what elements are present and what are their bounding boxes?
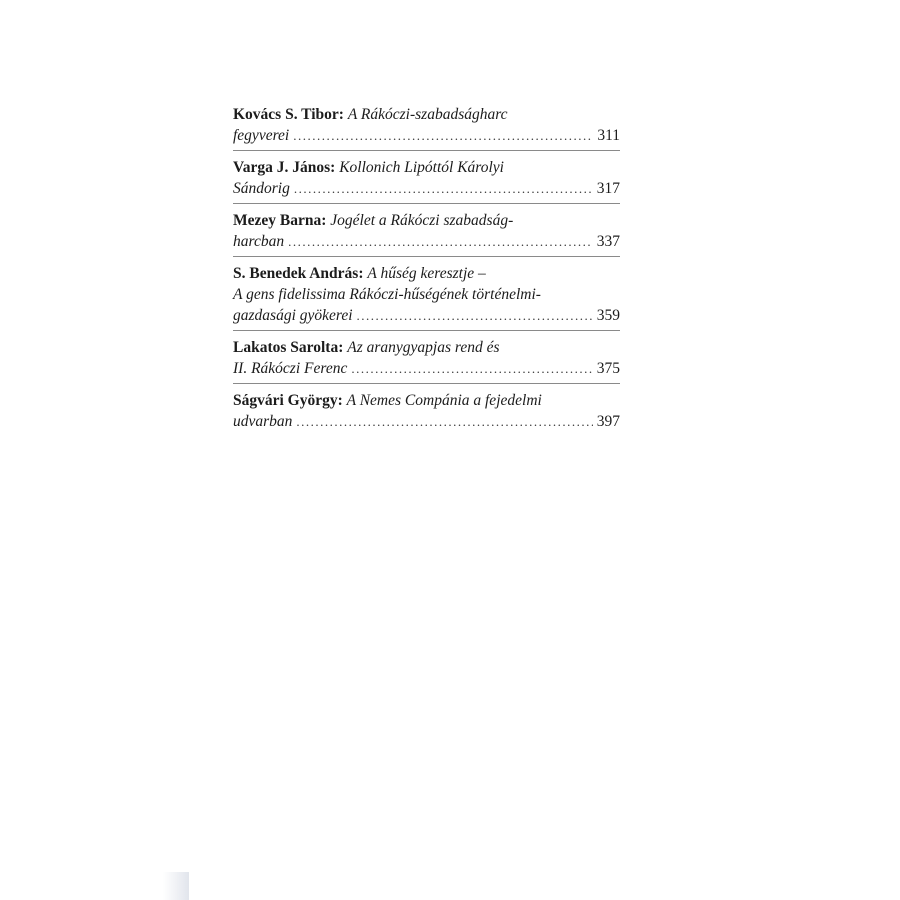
toc-title-continued: A gens fidelissima Rákóczi-hűségének történelmi- (233, 286, 541, 303)
toc-title: A Rákóczi-szabadságharc (347, 106, 508, 123)
toc-title: Jogélet a Rákóczi szabadság- (330, 212, 514, 229)
toc-author: S. Benedek András: (233, 265, 364, 282)
toc-page-number: 359 (596, 307, 620, 324)
toc-page-number: 375 (596, 360, 620, 377)
toc-entry-first-line (233, 263, 620, 284)
toc-title: A hűség keresztje – (367, 265, 486, 282)
toc-entry (233, 104, 620, 151)
toc-author: Kovács S. Tibor: (233, 106, 344, 123)
toc-author: Lakatos Sarolta: (233, 339, 344, 356)
toc-title-end: fegyverei (233, 127, 290, 144)
toc-entry-last-line (233, 178, 620, 199)
table-of-contents (233, 104, 620, 442)
toc-entry-first-line (233, 337, 620, 358)
toc-entry-last-line (233, 231, 620, 252)
toc-entry (233, 210, 620, 257)
toc-title: A Nemes Compánia a fejedelmi (346, 392, 542, 409)
dot-leader (357, 305, 593, 326)
toc-title-end: Sándorig (233, 180, 290, 197)
toc-page-number: 311 (597, 127, 620, 144)
toc-title: Kollonich Lipóttól Károlyi (339, 159, 504, 176)
page-edge-shadow (163, 872, 189, 900)
toc-entry-last-line (233, 358, 620, 379)
toc-entry-last-line (233, 411, 620, 432)
toc-page-number: 337 (596, 233, 620, 250)
dot-leader (294, 178, 593, 199)
toc-title-end: udvarban (233, 413, 293, 430)
toc-title-end: harcban (233, 233, 285, 250)
toc-entry-first-line (233, 104, 620, 125)
toc-entry-last-line (233, 305, 620, 326)
toc-entry-middle-line (233, 284, 620, 305)
toc-entry-first-line (233, 157, 620, 178)
dot-leader (293, 125, 593, 146)
toc-entry (233, 263, 620, 331)
toc-author: Ságvári György: (233, 392, 343, 409)
dot-leader (296, 411, 592, 432)
toc-title-end: gazdasági gyökerei (233, 307, 353, 324)
dot-leader (288, 231, 593, 252)
toc-entry-last-line (233, 125, 620, 146)
toc-entry-first-line (233, 390, 620, 411)
toc-page-number: 317 (596, 180, 620, 197)
toc-author: Mezey Barna: (233, 212, 327, 229)
toc-title: Az aranygyapjas rend és (347, 339, 500, 356)
toc-entry (233, 390, 620, 436)
toc-entry (233, 337, 620, 384)
dot-leader (351, 358, 592, 379)
toc-author: Varga J. János: (233, 159, 336, 176)
toc-entry (233, 157, 620, 204)
toc-title-end: II. Rákóczi Ferenc (233, 360, 348, 377)
toc-page-number: 397 (596, 413, 620, 430)
toc-entry-first-line (233, 210, 620, 231)
